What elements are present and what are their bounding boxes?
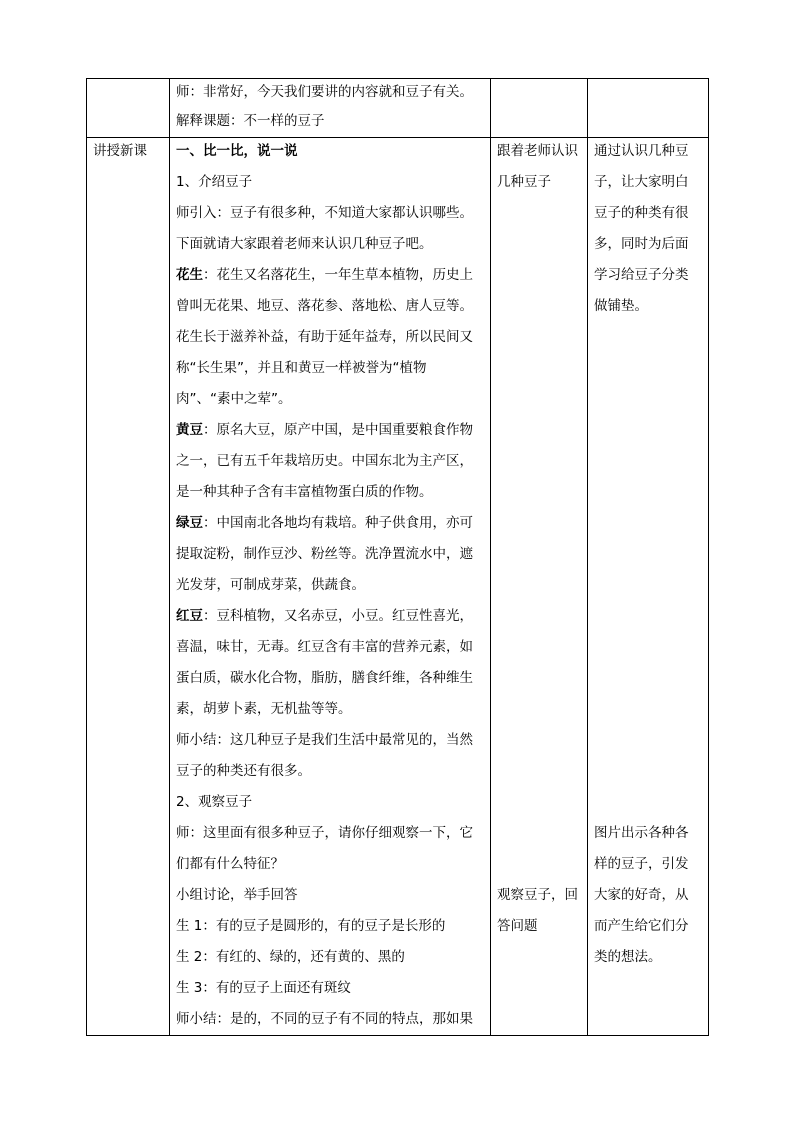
content-line	[170, 942, 490, 973]
student-spacer	[491, 539, 587, 570]
content-line	[170, 725, 490, 756]
content-line	[170, 322, 490, 353]
content-line	[170, 167, 490, 198]
content-line	[170, 477, 490, 508]
content-line	[170, 1004, 490, 1035]
line-text: ：中国南北各地均有栽培。种子供食用，亦可	[203, 515, 473, 531]
student-spacer	[491, 849, 587, 880]
student-line: 几种豆子	[497, 174, 551, 190]
student-spacer	[491, 384, 587, 415]
bold-term: 一、比一比，说一说	[176, 143, 298, 159]
intent-line: 而产生给它们分	[594, 918, 689, 934]
student-spacer	[491, 942, 587, 973]
line-text: 下面就请大家跟着老师来认识几种豆子吧。	[176, 236, 433, 252]
intent-spacer	[588, 632, 708, 663]
intent-spacer	[588, 415, 708, 446]
content-line	[170, 198, 490, 229]
line-text: 光发芽，可制成芽菜，供蔬食。	[176, 577, 365, 593]
student-spacer	[491, 198, 587, 229]
content-line	[170, 291, 490, 322]
line-text: ：原名大豆，原产中国，是中国重要粮食作物	[203, 422, 473, 438]
student-spacer	[491, 477, 587, 508]
line-text: 师引入：豆子有很多种，不知道大家都认识哪些。	[176, 205, 473, 221]
line-text: 豆子的种类还有很多。	[176, 763, 311, 779]
content-line	[170, 787, 490, 818]
student-spacer	[491, 446, 587, 477]
student-spacer	[491, 663, 587, 694]
intent-line: 大家的好奇，从	[594, 887, 689, 903]
intent-spacer	[588, 787, 708, 818]
content-line	[170, 601, 490, 632]
bold-term: 花生	[176, 267, 203, 283]
line-text: 生 1：有的豆子是圆形的，有的豆子是长形的	[176, 918, 446, 934]
line-text: 是一种其种子含有丰富植物蛋白质的作物。	[176, 484, 433, 500]
stage-label: 讲授新课	[93, 143, 147, 159]
line-text: 称“长生果”，并且和黄豆一样被誉为“植物	[176, 360, 427, 376]
content-line	[170, 818, 490, 849]
intent-line: 子，让大家明白	[594, 174, 689, 190]
content-line	[170, 415, 490, 446]
student-spacer	[491, 694, 587, 725]
intent-spacer	[588, 508, 708, 539]
bold-term: 绿豆	[176, 515, 203, 531]
student-spacer	[491, 632, 587, 663]
line-text: 1、介绍豆子	[176, 174, 253, 190]
student-spacer	[491, 260, 587, 291]
content-cell	[170, 138, 491, 1036]
intent-line: 通过认识几种豆	[594, 143, 689, 159]
stage-cell-empty	[87, 79, 170, 138]
intent-spacer	[588, 725, 708, 756]
student-spacer	[491, 756, 587, 787]
line-text: 们都有什么特征？	[176, 856, 284, 872]
line-text: 小组讨论，举手回答	[176, 887, 298, 903]
content-line	[170, 539, 490, 570]
student-spacer	[491, 570, 587, 601]
content-cell	[170, 79, 491, 138]
bold-term: 红豆	[176, 608, 203, 624]
student-line: 答问题	[497, 918, 538, 934]
line-text: 师小结：这几种豆子是我们生活中最常见的，当然	[176, 732, 473, 748]
student-spacer	[491, 508, 587, 539]
intent-line: 学习给豆子分类	[594, 267, 689, 283]
line-text: 提取淀粉，制作豆沙、粉丝等。洗净置流水中，遮	[176, 546, 473, 562]
line-text: 蛋白质，碳水化合物，脂肪，膳食纤维，各种维生	[176, 670, 473, 686]
table-row	[87, 138, 709, 1036]
student-spacer	[491, 725, 587, 756]
student-spacer	[491, 229, 587, 260]
bold-term: 黄豆	[176, 422, 203, 438]
intent-line: 多，同时为后面	[594, 236, 689, 252]
stage-cell	[87, 138, 170, 1036]
intent-spacer	[588, 477, 708, 508]
student-line: 观察豆子，回	[497, 887, 578, 903]
line-text: 肉”、“素中之荤”。	[176, 391, 292, 407]
lesson-plan-table	[86, 78, 709, 1036]
intent-spacer	[588, 353, 708, 384]
content-line	[170, 136, 490, 167]
student-spacer	[491, 601, 587, 632]
intent-spacer	[588, 601, 708, 632]
student-spacer	[491, 291, 587, 322]
content-line	[170, 849, 490, 880]
intent-spacer	[588, 322, 708, 353]
intent-spacer	[588, 384, 708, 415]
student-spacer	[491, 818, 587, 849]
line-text: 曾叫无花果、地豆、落花参、落地松、唐人豆等。	[176, 298, 473, 314]
line-text: 师：这里面有很多种豆子，请你仔细观察一下，它	[176, 825, 473, 841]
line-text: 素，胡萝卜素，无机盐等等。	[176, 701, 352, 717]
line-text: 喜温，味甘，无毒。红豆含有丰富的营养元素，如	[176, 639, 473, 655]
content-line: 解释课题：不一样的豆子	[176, 113, 325, 129]
content-line	[170, 756, 490, 787]
student-cell	[491, 79, 588, 138]
intent-line: 类的想法。	[594, 949, 662, 965]
student-cell	[491, 138, 588, 1036]
intent-spacer	[588, 539, 708, 570]
student-spacer	[491, 973, 587, 1004]
intent-spacer	[588, 446, 708, 477]
student-spacer	[491, 322, 587, 353]
intent-line: 做铺垫。	[594, 298, 648, 314]
content-line	[170, 260, 490, 291]
content-line	[170, 508, 490, 539]
line-text: 生 2：有红的、绿的，还有黄的、黑的	[176, 949, 405, 965]
table-row	[87, 79, 709, 138]
intent-line: 图片出示各种各	[594, 825, 689, 841]
line-text: 生 3：有的豆子上面还有斑纹	[176, 980, 351, 996]
intent-spacer	[588, 1004, 708, 1035]
content-line	[170, 446, 490, 477]
student-spacer	[491, 353, 587, 384]
content-line	[170, 632, 490, 663]
line-text: 师小结：是的，不同的豆子有不同的特点，那如果	[176, 1011, 473, 1027]
content-line	[170, 570, 490, 601]
intent-spacer	[588, 973, 708, 1004]
content-line	[170, 911, 490, 942]
student-spacer	[491, 1004, 587, 1035]
intent-spacer	[588, 694, 708, 725]
content-line	[170, 384, 490, 415]
intent-spacer	[588, 663, 708, 694]
line-text: ：花生又名落花生，一年生草本植物，历史上	[203, 267, 473, 283]
content-line	[170, 663, 490, 694]
student-spacer	[491, 415, 587, 446]
line-text: 之一，已有五千年栽培历史。中国东北为主产区，	[176, 453, 473, 469]
intent-spacer	[588, 570, 708, 601]
content-line	[170, 973, 490, 1004]
intent-line: 样的豆子，引发	[594, 856, 689, 872]
intent-cell	[588, 79, 709, 138]
student-line: 跟着老师认识	[497, 143, 578, 159]
content-line	[170, 694, 490, 725]
content-line	[170, 229, 490, 260]
content-line: 师：非常好，今天我们要讲的内容就和豆子有关。	[176, 84, 473, 100]
line-text: 2、观察豆子	[176, 794, 253, 810]
intent-cell	[588, 138, 709, 1036]
intent-line: 豆子的种类有很	[594, 205, 689, 221]
student-spacer	[491, 787, 587, 818]
content-line	[170, 880, 490, 911]
line-text: ：豆科植物，又名赤豆，小豆。红豆性喜光，	[203, 608, 473, 624]
content-line	[170, 353, 490, 384]
line-text: 花生长于滋养补益，有助于延年益寿，所以民间又	[176, 329, 473, 345]
intent-spacer	[588, 756, 708, 787]
